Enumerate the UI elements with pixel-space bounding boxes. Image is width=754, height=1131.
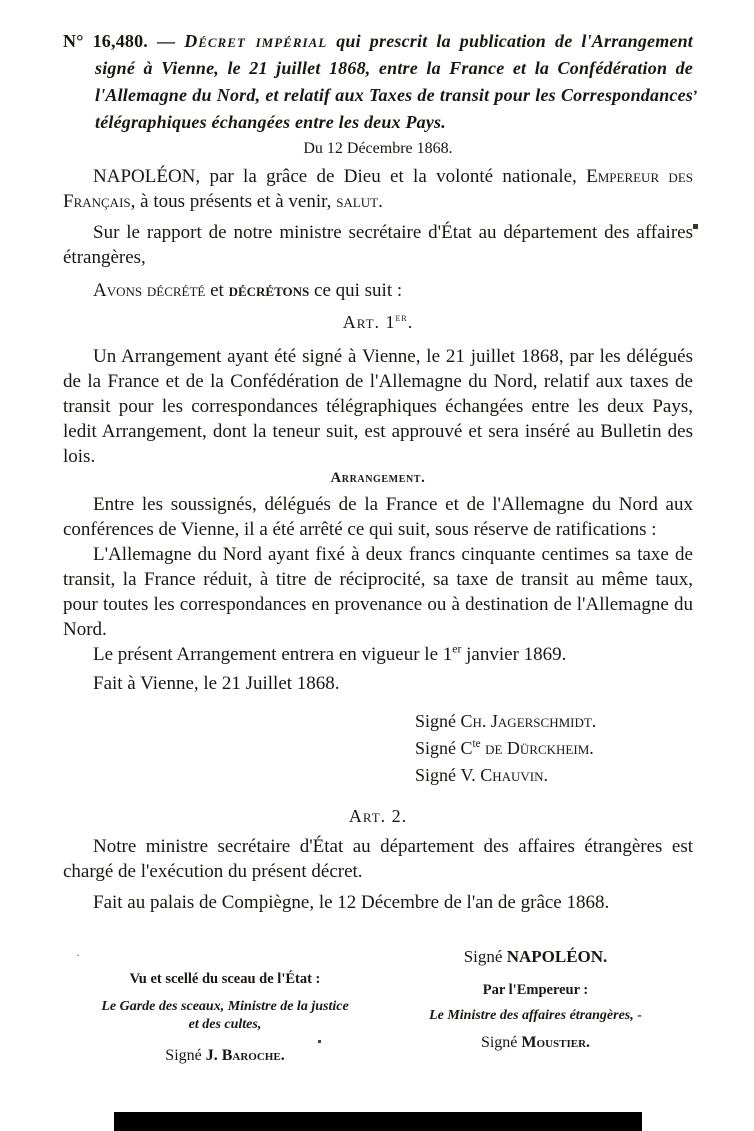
heading-dash: — — [148, 31, 185, 51]
signature-name: Ch. Jagerschmidt. — [460, 711, 597, 731]
article-1-ordinal: er — [395, 312, 408, 324]
foreign-minister-title: Le Ministre des affaires étrangères, - — [429, 1008, 642, 1023]
signature-prefix: Signé — [415, 765, 461, 785]
signature-chauvin — [415, 762, 693, 789]
signature-prefix: Signé — [415, 711, 461, 731]
signature-prefix: Signé — [165, 1047, 206, 1064]
compiegne-closing-line: Fait au palais de Compiègne, le 12 Décembre de l'an de grâce 1868. — [93, 892, 610, 913]
article-2-heading — [63, 805, 693, 828]
avons-decrete: Avons décrété — [93, 280, 206, 301]
keeper-of-seals-title-line1: Le Garde des sceaux, Ministre de la justice — [101, 999, 349, 1014]
decree-subtitle: qui prescrit la publication de l'Arrangement signé à Vienne, le 21 juillet 1868, entre la France et la Confédération de l'Allemagne du Nord, et relatif aux Taxes de transit pour les Correspondances télégraphiques échangées entre les deux Pays. — [95, 31, 694, 132]
report-paragraph: Sur le rapport de notre ministre secrétaire d'État au département des affaires étrangères, — [63, 222, 693, 268]
decree-title: Décret impérial — [184, 31, 328, 51]
count-ordinal: te — [472, 738, 481, 750]
signature-prefix: Signé — [415, 738, 461, 758]
effective-date-text: Le présent Arrangement entrera en vigueur le 1 — [93, 644, 453, 665]
signature-prefix: Signé — [480, 1034, 522, 1051]
vienna-signatures — [415, 708, 693, 789]
napoleon-signature-name: NAPOLÉON. — [506, 947, 608, 966]
preamble-text-2: , à tous présents et à venir, — [130, 191, 337, 212]
article-1-dot: . — [407, 312, 414, 332]
article-2-body: Notre ministre secrétaire d'État au département des affaires étrangères est chargé de l'exécution du présent décret. — [63, 836, 693, 882]
signed-napoleon — [388, 946, 683, 967]
arrangement-heading: Arrangement. — [330, 470, 426, 486]
article-1-body: Un Arrangement ayant été signé à Vienne, le 21 juillet 1868, par les délégués de la France et de la Confédération de l'Allemagne du Nord, relatif aux taxes de transit pour les correspondances télégraphiques échangées entre les deux Pays, ledit Arrangement, dont la teneur suit, est approuvé et sera inséré au Bulletin des lois. — [63, 346, 693, 467]
january-ordinal: er — [452, 642, 462, 656]
decree-formula-paragraph — [63, 278, 693, 303]
article-2-number: 2. — [386, 806, 408, 826]
preamble-text-1: , par la grâce de Dieu et la volonté nationale, — [195, 166, 587, 187]
napoleon-name: NAPOLÉON — [93, 166, 196, 187]
article-1-label: Art. — [342, 312, 381, 332]
left-seal-column — [60, 970, 390, 1066]
signed-moustier — [388, 1033, 683, 1053]
decretons: décrétons — [228, 280, 310, 301]
keeper-of-seals-title-line2: et des cultes, — [188, 1017, 262, 1032]
article-2-label: Art. — [348, 806, 387, 826]
baroche-signature-name: J. Baroche. — [205, 1047, 285, 1064]
preamble-paragraph — [63, 164, 693, 214]
document-content — [63, 0, 693, 915]
decree-heading — [63, 0, 693, 136]
small-ink-tick: · — [76, 948, 80, 962]
signature-name: V. Chauvin. — [460, 765, 548, 785]
decree-dateline: Du 12 Décembre 1868. — [303, 140, 453, 157]
article-1-heading — [63, 311, 693, 334]
sealed-line: Vu et scellé du sceau de l'État : — [129, 971, 321, 987]
formula-text-1: et — [205, 280, 229, 301]
arrangement-paragraph-2: L'Allemagne du Nord ayant fixé à deux francs cinquante centimes sa taxe de transit, la France réduit, à titre de réciprocité, sa taxe de transit au même taux, pour toutes les correspondances en provenance ou à destination de l'Allemagne du Nord. — [63, 544, 693, 640]
article-1-number: 1 — [380, 312, 396, 332]
preamble-text-3: . — [378, 191, 383, 212]
signature-name: de Dürckheim. — [480, 738, 594, 758]
emperor-title: Empereur des Français — [63, 166, 693, 212]
effective-date-year: janvier 1869. — [461, 644, 567, 665]
scan-edge-bar — [114, 1112, 642, 1131]
arrangement-paragraph-3 — [63, 642, 693, 667]
arrangement-paragraph-1: Entre les soussignés, délégués de la France et de l'Allemagne du Nord aux conférences de Vienne, il a été arrêté ce qui suit, sous réserve de ratifications : — [63, 494, 693, 540]
signature-jagerschmidt — [415, 708, 693, 735]
ink-speck-artifact — [318, 1040, 321, 1043]
signature-prefix: Signé — [463, 947, 507, 966]
right-signature-column — [388, 946, 683, 1053]
done-at-vienna-line: Fait à Vienne, le 21 Juillet 1868. — [93, 673, 340, 694]
moustier-signature-name: Moustier. — [521, 1034, 591, 1051]
signed-baroche — [60, 1046, 390, 1066]
ink-dot-artifact — [693, 224, 698, 229]
decree-number: N° 16,480. — [63, 31, 148, 51]
signature-name: C — [460, 738, 473, 758]
stray-ink-mark: ʼ — [692, 88, 698, 105]
salut-word: salut — [336, 191, 379, 212]
signature-durckheim — [415, 735, 693, 762]
by-the-emperor-line: Par l'Empereur : — [482, 982, 589, 998]
formula-text-2: ce qui suit : — [309, 280, 403, 301]
